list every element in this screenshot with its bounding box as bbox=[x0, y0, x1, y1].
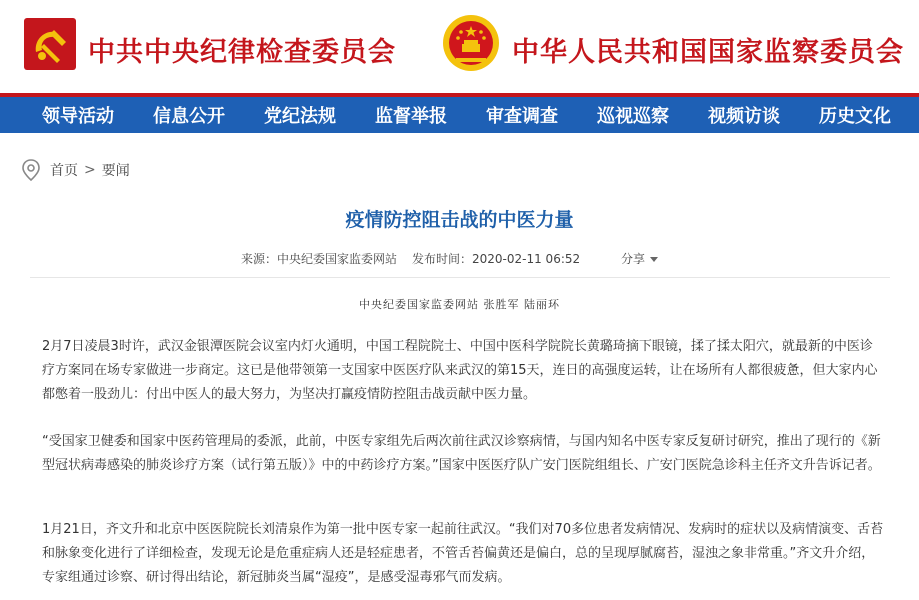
article-title: 疫情防控阻击战的中医力量 bbox=[345, 209, 574, 231]
site-title-discipline[interactable]: 中共中央纪律检查委员会 bbox=[88, 37, 396, 68]
location-pin-icon bbox=[20, 158, 42, 182]
site-title-supervision[interactable]: 中华人民共和国国家监察委员会 bbox=[512, 37, 904, 68]
article-source: 来源：中央纪委国家监委网站 bbox=[241, 252, 398, 266]
article-paragraph: 2月7日凌晨3时许，武汉金银潭医院会议室内灯火通明，中国工程院院士、中国中医科学院院长黄璐琦摘下眼镜，揉了揉太阳穴，就最新的中医诊疗方案同在场专家做进一步商定。这已是他带领第一支国家中医医疗队来武汉的第15天，连日的高强度运转，让在场所有人都很疲惫，但大家内心都憋着一股劲儿：付出中医人的最大努力，为坚决打赢疫情防控阻击战贡献中医力量。 bbox=[42, 339, 878, 402]
nav-item-report[interactable]: 监督举报 bbox=[375, 106, 447, 127]
party-emblem-icon[interactable] bbox=[24, 18, 76, 70]
nav-item-leadership[interactable]: 领导活动 bbox=[42, 106, 114, 127]
breadcrumb-separator: > bbox=[84, 162, 96, 178]
nav-item-inspection[interactable]: 巡视巡察 bbox=[597, 106, 669, 127]
article-publish-time: 发布时间：2020-02-11 06:52 bbox=[412, 252, 581, 266]
breadcrumb-current[interactable]: 要闻 bbox=[101, 163, 130, 179]
site-header bbox=[0, 0, 919, 93]
national-emblem-icon[interactable] bbox=[442, 14, 500, 72]
nav-item-investigation[interactable]: 审查调查 bbox=[486, 106, 558, 127]
nav-item-info-disclosure[interactable]: 信息公开 bbox=[153, 106, 225, 127]
nav-item-video[interactable]: 视频访谈 bbox=[708, 106, 780, 127]
breadcrumb-home[interactable]: 首页 bbox=[50, 163, 78, 179]
breadcrumb bbox=[20, 158, 130, 182]
caret-down-icon bbox=[650, 257, 658, 262]
article-byline: 中央纪委国家监委网站 张胜军 陆丽环 bbox=[359, 298, 560, 311]
divider bbox=[30, 277, 890, 278]
article-paragraph: “受国家卫健委和国家中医药管理局的委派，此前，中医专家组先后两次前往武汉诊察病情，与国内知名中医专家反复研讨研究，推出了现行的《新型冠状病毒感染的肺炎诊疗方案（试行第五版）》中的中药诊疗方案。”国家中医医疗队广安门医院组组长、广安门医院急诊科主任齐文升告诉记者。 bbox=[42, 434, 881, 473]
main-nav bbox=[0, 93, 919, 133]
nav-item-history[interactable]: 历史文化 bbox=[819, 106, 891, 127]
share-button[interactable] bbox=[621, 250, 658, 267]
share-label: 分享 bbox=[621, 252, 646, 266]
nav-item-regulations[interactable]: 党纪法规 bbox=[264, 106, 336, 127]
article-paragraph: 1月21日，齐文升和北京中医医院院长刘清泉作为第一批中医专家一起前往武汉。“我们对70多位患者发病情况、发病时的症状以及病情演变、舌苔和脉象变化进行了详细检查，发现无论是危重症病人还是轻症患者，不管舌苔偏黄还是偏白，总的呈现厚腻腐苔，湿浊之象非常重。”齐文升介绍，专家组通过诊察、研讨得出结论，新冠肺炎当属“湿疫”，是感受湿毒邪气而发病。 bbox=[42, 522, 884, 585]
